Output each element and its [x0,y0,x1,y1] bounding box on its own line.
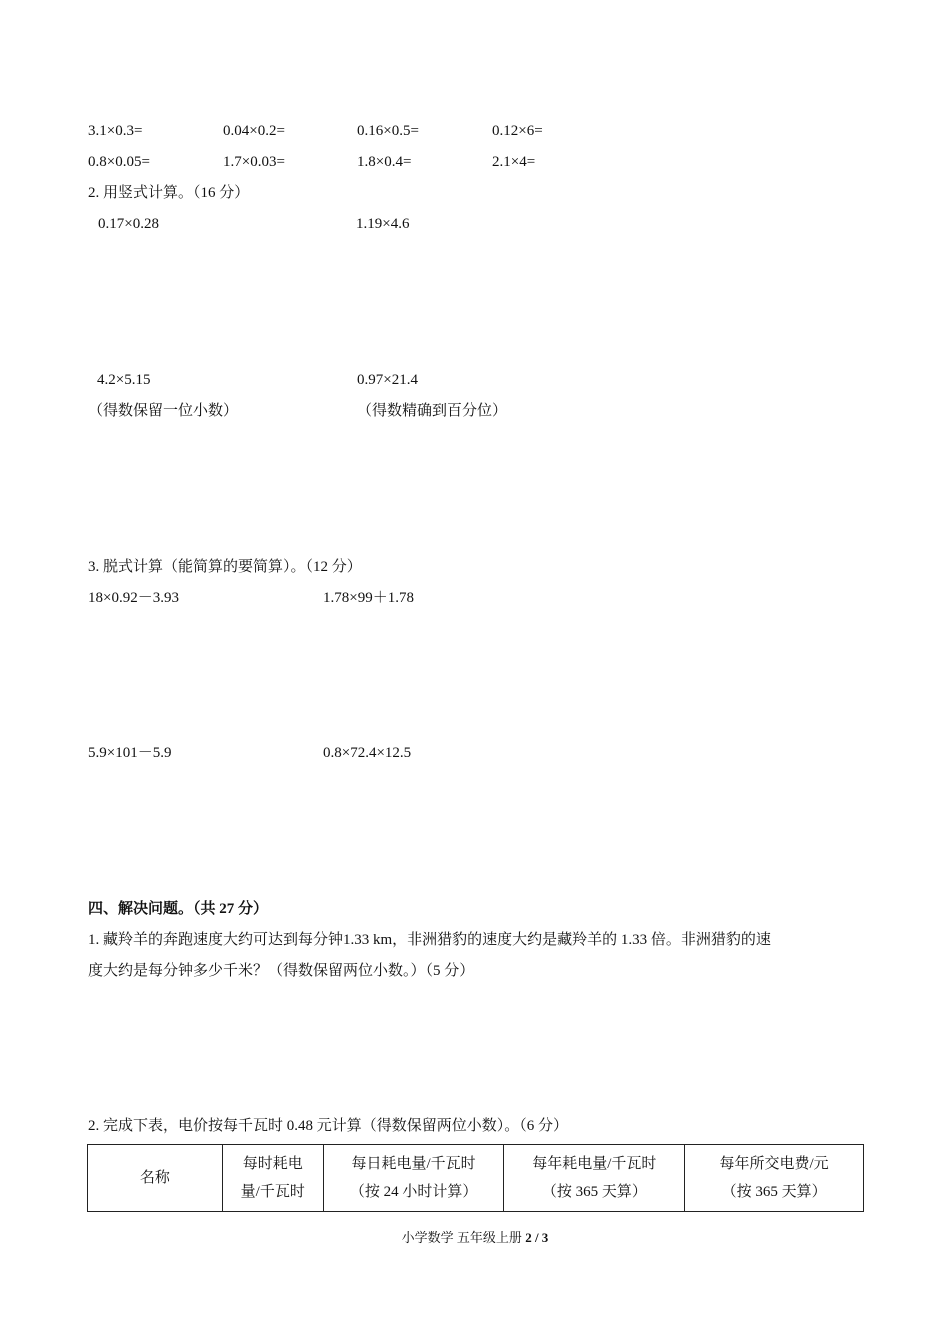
oral-calc-item: 2.1×4= [492,154,536,170]
table-header-cell: 每时耗电 量/千瓦时 [222,1145,323,1212]
vertical-calc-item: 1.19×4.6 [356,216,410,232]
electricity-table [87,1144,864,1212]
page-number: 2 / 3 [525,1230,549,1245]
table-header-cell: 每年耗电量/千瓦时 （按 365 天算） [504,1145,685,1212]
q3-title: 3. 脱式计算（能简算的要简算）。（12 分） [88,559,362,575]
table-header-cell: 每日耗电量/千瓦时 （按 24 小时计算） [323,1145,504,1212]
problem-2-title: 2. 完成下表，电价按每千瓦时 0.48 元计算（得数保留两位小数）。（6 分） [88,1118,569,1134]
oral-calc-item: 1.7×0.03= [223,154,285,170]
vertical-calc-item: 0.97×21.4 [357,372,418,388]
table-header-cell: 名称 [88,1145,223,1212]
table-header-row [88,1145,864,1212]
oral-calc-item: 0.16×0.5= [357,123,419,139]
section-title: 四、解决问题。（共 27 分） [88,901,269,917]
step-calc-item: 1.78×99＋1.78 [323,590,414,606]
rounding-note: （得数保留一位小数） [88,403,239,419]
step-calc-item: 5.9×101－5.9 [88,745,172,761]
oral-calc-item: 1.8×0.4= [357,154,412,170]
problem-1-text: 1. 藏羚羊的奔跑速度大约可达到每分钟1.33 km，非洲猎豹的速度大约是藏羚羊的 1.33 倍。非洲猎豹的速 [88,932,771,948]
table-header-cell: 每年所交电费/元 （按 365 天算） [685,1145,864,1212]
rounding-note: （得数精确到百分位） [357,403,508,419]
step-calc-item: 0.8×72.4×12.5 [323,745,412,761]
problem-1-text: 度大约是每分钟多少千米？（得数保留两位小数。）（5 分） [88,963,475,979]
q2-title: 2. 用竖式计算。（16 分） [88,185,250,201]
oral-calc-item: 0.04×0.2= [223,123,285,139]
step-calc-item: 18×0.92－3.93 [88,590,179,606]
vertical-calc-item: 4.2×5.15 [97,372,151,388]
oral-calc-item: 0.8×0.05= [88,154,150,170]
page-footer [0,1231,950,1244]
oral-calc-item: 3.1×0.3= [88,123,143,139]
oral-calc-item: 0.12×6= [492,123,543,139]
footer-text: 小学数学 五年级上册 [401,1230,526,1245]
vertical-calc-item: 0.17×0.28 [98,216,159,232]
